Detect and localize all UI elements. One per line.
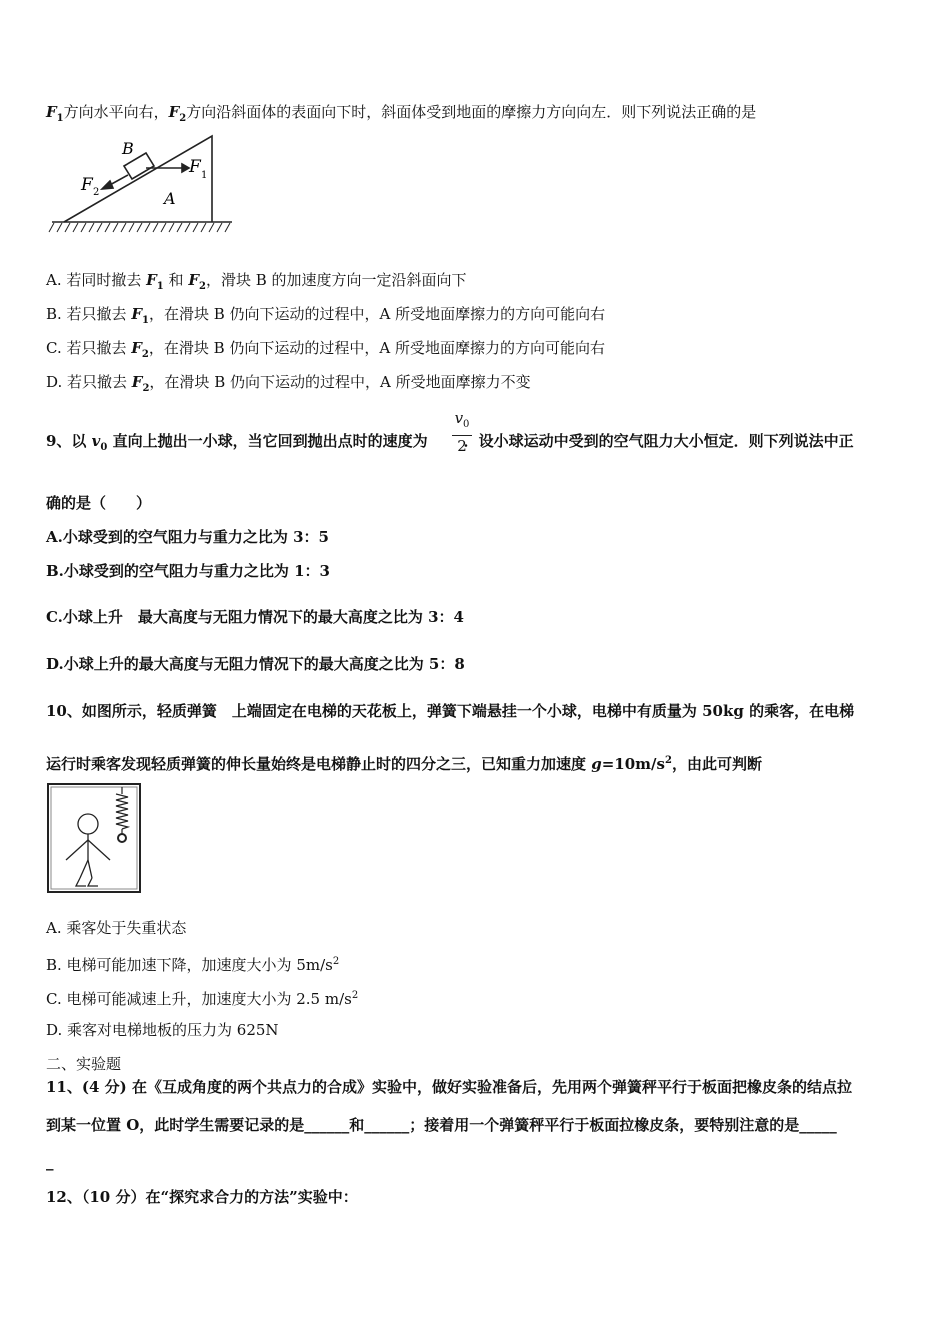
q11-line3: _ xyxy=(46,1153,54,1171)
q12-line: 12、（10 分）在“探究求合力的方法”实验中： xyxy=(46,1188,358,1206)
q10-stem-line1: 10、如图所示，轻质弹簧 上端固定在电梯的天花板上，弹簧下端悬挂一个小球，电梯中有质量为 50kg 的乘客，在电梯 xyxy=(46,702,855,720)
label-f2: F xyxy=(81,175,93,195)
section-heading: 二、实验题 xyxy=(46,1055,122,1073)
q9-stem-line2: 确的是（ ） xyxy=(46,494,152,512)
q10-stem-line2: 运行时乘客发现轻质弹簧的伸长量始终是电梯静止时的四分之三，已知重力加速度 $g=10m/s^2$，由此可判断 xyxy=(46,755,762,773)
f1-subscript: 1 xyxy=(56,113,64,124)
label-f2-sub: 2 xyxy=(93,187,100,198)
q9-option-c: C.小球上升 最大高度与无阻力情况下的最大高度之比为 3：4 xyxy=(46,608,464,626)
q11-line2: 到某一位置 O，此时学生需要记录的是______和______；接着用一个弹簧秤平行于板面拉橡皮条，要特别注意的是_____ xyxy=(46,1116,837,1134)
f2-subscript: 2 xyxy=(179,113,187,124)
q8-option-b: B. 若只撤去 $F_1$，在滑块 B 仍向下运动的过程中，A 所受地面摩擦力的方向可能向右 xyxy=(46,305,606,326)
q9-option-a: A.小球受到的空气阻力与重力之比为 3：5 xyxy=(46,528,329,546)
q10-option-c: C. 电梯可能减速上升，加速度大小为 2.5 $m/s^2$ xyxy=(46,990,359,1008)
q9-stem-line1: 9、以 $v_0$ 直向上抛出一小球，当它回到抛出点时的速度为 ．设小球运动中受到的空气阻力大小恒定．则下列说法中正 xyxy=(46,432,854,453)
q10-option-b: B. 电梯可能加速下降，加速度大小为 $5m/s^2$ xyxy=(46,956,340,974)
q8-option-d: D. 若只撤去 $F_2$，在滑块 B 仍向下运动的过程中，A 所受地面摩擦力不变 xyxy=(46,373,531,394)
q10-option-a: A. 乘客处于失重状态 xyxy=(46,919,187,937)
q11-line1: 11、(4 分) 在《互成角度的两个共点力的合成》实验中，做好实验准备后，先用两个弹簧秤平行于板面把橡皮条的结点拉 xyxy=(46,1078,852,1096)
label-f1-sub: 1 xyxy=(201,170,208,181)
f2-symbol: F xyxy=(168,103,180,121)
incline-figure xyxy=(46,128,246,238)
elevator-figure xyxy=(46,782,146,897)
q8-option-a: A. 若同时撤去 $F_1$ 和 $F_2$，滑块 B 的加速度方向一定沿斜面向下 xyxy=(46,271,467,292)
intro-line xyxy=(46,102,756,129)
label-f1: F xyxy=(189,157,201,177)
q8-option-c: C. 若只撤去 $F_2$，在滑块 B 仍向下运动的过程中，A 所受地面摩擦力的方向可能向右 xyxy=(46,339,606,360)
q10-option-d: D. 乘客对电梯地板的压力为 625N xyxy=(46,1021,279,1039)
intro-text-2: 方向沿斜面体的表面向下时，斜面体受到地面的摩擦力方向向左．则下列说法正确的是 xyxy=(186,103,757,121)
q9-fraction: $\frac{v_0}{2}$ xyxy=(452,408,472,456)
q9-option-d: D.小球上升的最大高度与无阻力情况下的最大高度之比为 5：8 xyxy=(46,655,465,673)
f1-symbol: F xyxy=(46,103,57,121)
intro-text-1: 方向水平向右， xyxy=(63,103,169,121)
q9-option-b: B.小球受到的空气阻力与重力之比为 1：3 xyxy=(46,562,330,580)
label-a: A xyxy=(164,189,176,208)
label-b: B xyxy=(122,139,134,158)
